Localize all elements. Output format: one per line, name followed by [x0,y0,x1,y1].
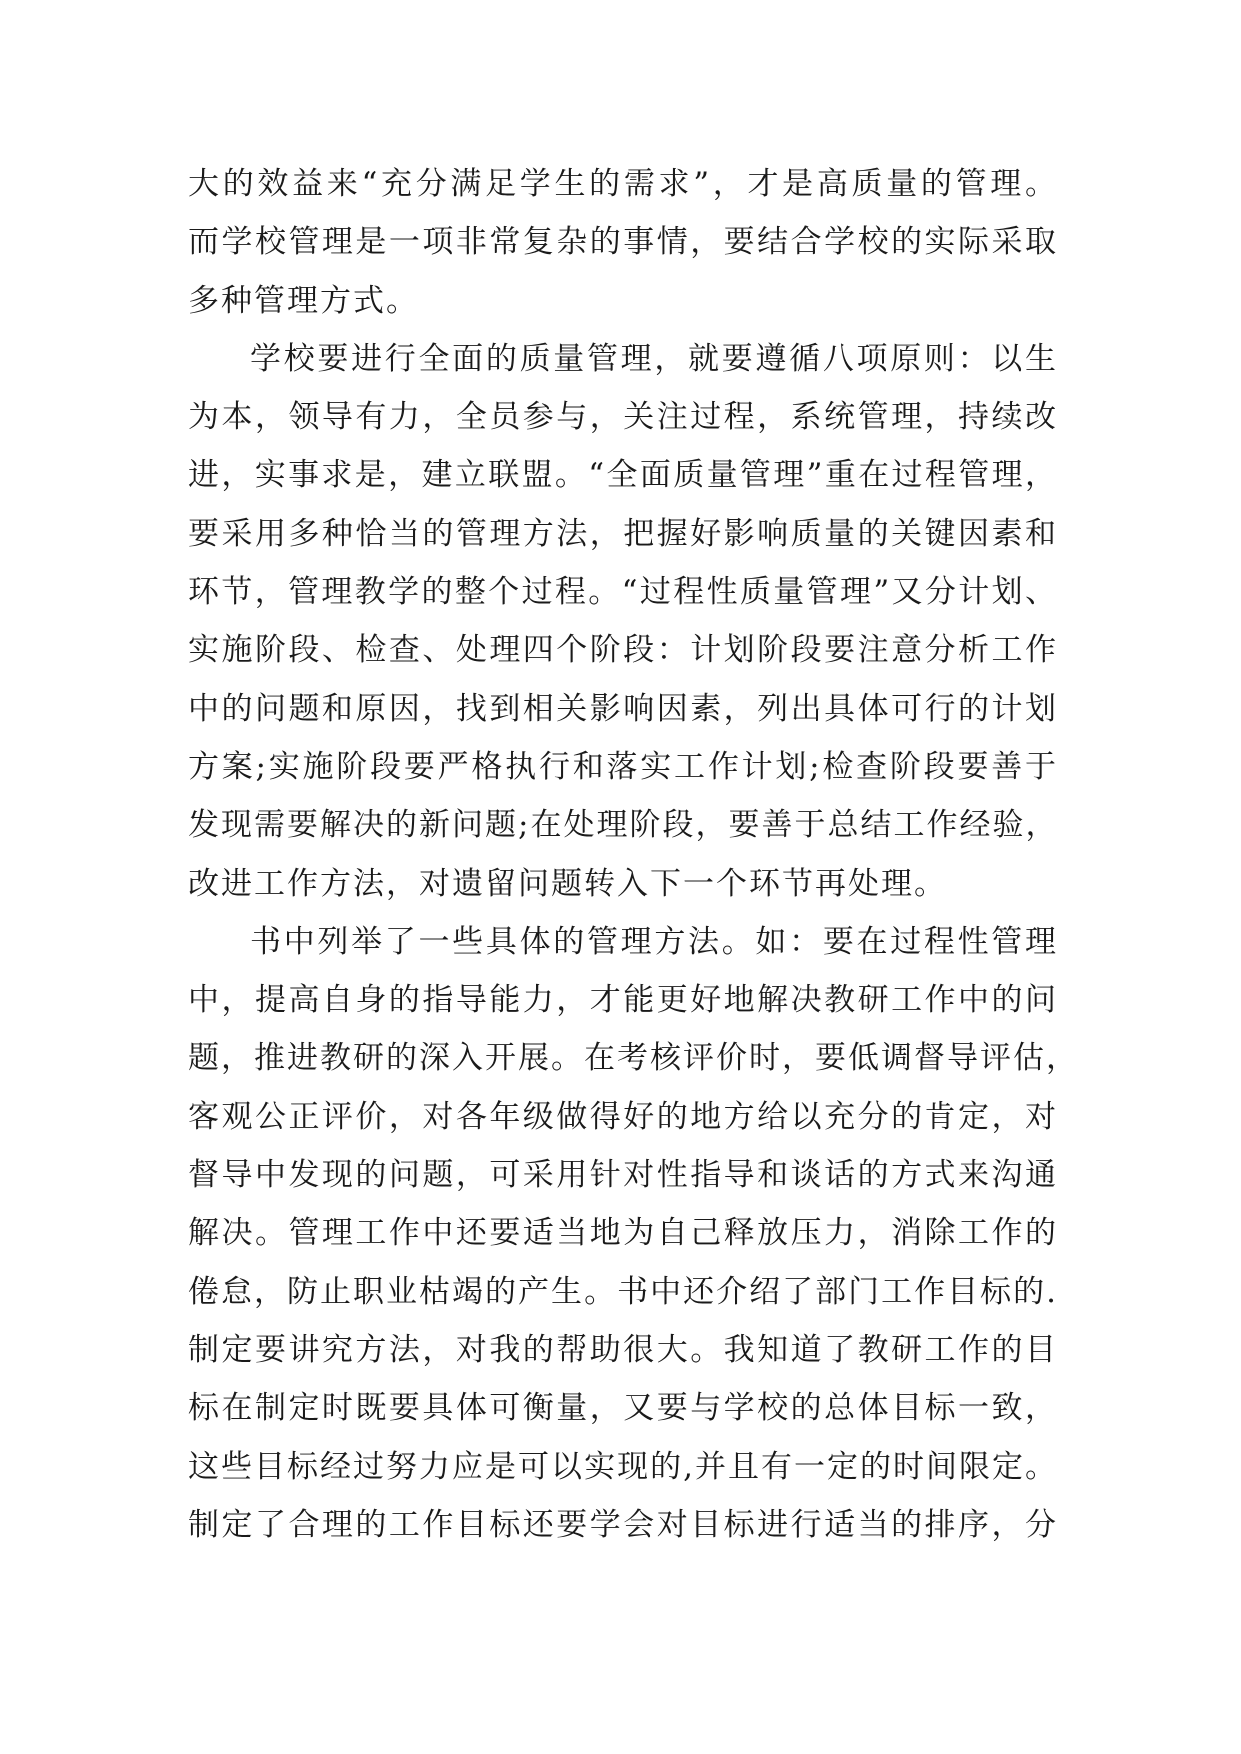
text-line: 方案;实施阶段要严格执行和落实工作计划;检查阶段要善于 [188,748,1058,785]
text-line: 制定要讲究方法，对我的帮助很大。我知道了教研工作的目 [188,1331,1058,1368]
text-line: 多种管理方式。 [188,282,419,319]
text-line: 这些目标经过努力应是可以实现的,并且有一定的时间限定。 [188,1448,1058,1485]
text-line: 进，实事求是，建立联盟。“全面质量管理”重在过程管理， [188,457,1058,494]
text-line: 为本，领导有力，全员参与，关注过程，系统管理，持续改 [188,399,1058,436]
text-line: 标在制定时既要具体可衡量，又要与学校的总体目标一致， [188,1390,1058,1427]
body-text [188,155,1079,1554]
text-line: 环节，管理教学的整个过程。“过程性质量管理”又分计划、 [188,574,1058,611]
text-line: 发现需要解决的新问题;在处理阶段，要善于总结工作经验， [188,807,1059,844]
text-line: 督导中发现的问题，可采用针对性指导和谈话的方式来沟通 [188,1157,1058,1194]
text-line: 解决。管理工作中还要适当地为自己释放压力，消除工作的 [188,1215,1058,1252]
text-line: 大的效益来“充分满足学生的需求”，才是高质量的管理。 [188,166,1058,202]
text-line: 题，推进教研的深入开展。在考核评价时，要低调督导评估， [188,1040,1079,1077]
text-line: 学校要进行全面的质量管理，就要遵循八项原则：以生 [250,340,1058,377]
text-line: 要采用多种恰当的管理方法，把握好影响质量的关键因素和 [188,515,1058,552]
text-line: 客观公正评价，对各年级做得好的地方给以充分的肯定，对 [188,1098,1058,1135]
text-line: 中的问题和原因，找到相关影响因素，列出具体可行的计划 [188,690,1058,727]
text-line: 倦怠，防止职业枯竭的产生。书中还介绍了部门工作目标的. [188,1273,1058,1310]
text-line: 而学校管理是一项非常复杂的事情，要结合学校的实际采取 [188,224,1058,261]
text-line: 中，提高自身的指导能力，才能更好地解决教研工作中的问 [188,982,1058,1019]
text-line: 实施阶段、检查、处理四个阶段：计划阶段要注意分析工作 [188,632,1058,669]
text-line: 书中列举了一些具体的管理方法。如：要在过程性管理 [250,923,1058,960]
text-line: 改进工作方法，对遗留问题转入下一个环节再处理。 [188,865,947,902]
text-line: 制定了合理的工作目标还要学会对目标进行适当的排序，分 [188,1506,1058,1543]
